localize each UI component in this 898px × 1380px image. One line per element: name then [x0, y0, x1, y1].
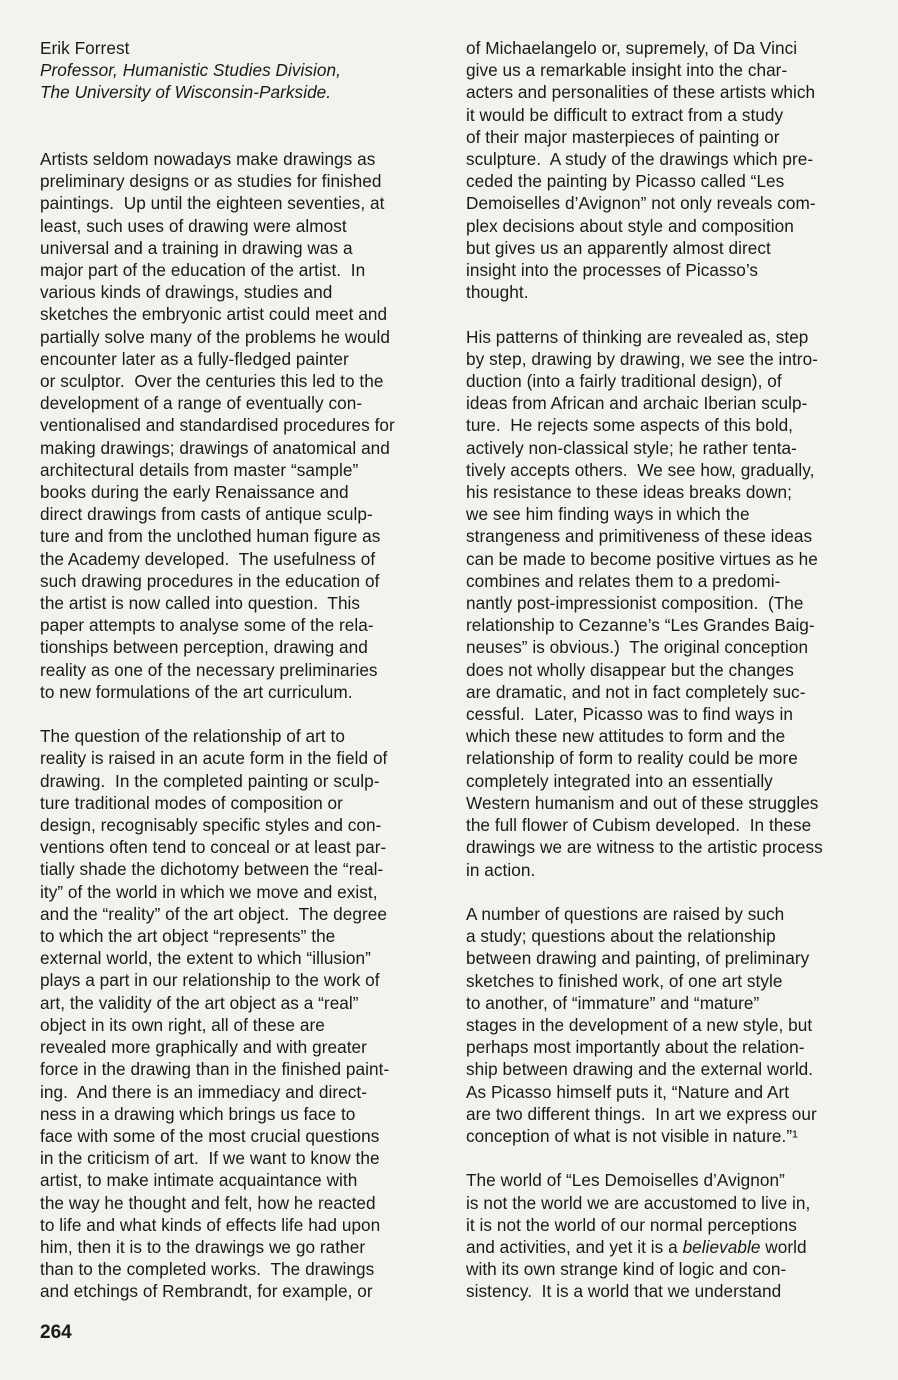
text-line: drawings we are witness to the artistic process — [466, 837, 823, 858]
text-line: of Michaelangelo or, supremely, of Da Vinci — [466, 38, 798, 58]
text-line: stages in the development of a new style, but — [466, 1014, 813, 1035]
text-line: object in its own right, all of these are — [40, 1014, 325, 1035]
paragraph — [40, 725, 432, 1302]
text-line: A number of questions are raised by such — [466, 903, 785, 924]
text-line: plex decisions about style and composition — [466, 215, 794, 236]
paragraph-gap — [40, 703, 432, 725]
text-line: ture. He rejects some aspects of this bold, — [466, 415, 793, 436]
paragraph-gap — [466, 881, 870, 903]
emphasis: believable — [682, 1236, 761, 1257]
text-line: paper attempts to analyse some of the rela- — [40, 615, 374, 636]
paragraph — [466, 37, 870, 303]
text-line: nantly post-impressionist composition. (The — [466, 593, 804, 614]
text-line: The question of the relationship of art to — [40, 726, 345, 747]
text-line: neuses” is obvious.) The original conception — [466, 637, 809, 658]
text-line: books during the early Renaissance and — [40, 482, 349, 503]
paragraph-gap — [40, 104, 432, 126]
text-line: it is not the world of our normal perceptions — [466, 1214, 797, 1235]
text-line: tially shade the dichotomy between the “real- — [40, 859, 384, 880]
text-line: Demoiselles d’Avignon” not only reveals com- — [466, 193, 816, 214]
text-line: in action. — [466, 859, 536, 880]
text-line: or sculptor. Over the centuries this led to the — [40, 371, 384, 392]
text-line: universal and a training in drawing was a — [40, 237, 353, 258]
text-line: between drawing and painting, of preliminary — [466, 948, 810, 969]
right-column — [466, 37, 870, 1303]
text-line: plays a part in our relationship to the work of — [40, 970, 380, 991]
text-line: The world of “Les Demoiselles d’Avignon” — [466, 1170, 785, 1191]
paragraph — [466, 903, 870, 1147]
text-line: completely integrated into an essentially — [466, 770, 773, 791]
author-block — [40, 37, 432, 104]
text-line: and the “reality” of the art object. The degree — [40, 903, 387, 924]
text-line: Western humanism and out of these struggles — [466, 792, 819, 813]
text-line: tionships between perception, drawing and — [40, 637, 368, 658]
text-line: ture and from the unclothed human figure as — [40, 526, 381, 547]
page-number: 264 — [40, 1322, 72, 1343]
text-line: direct drawings from casts of antique sculp- — [40, 504, 373, 525]
text-line: ing. And there is an immediacy and direct- — [40, 1081, 367, 1102]
text-line: external world, the extent to which “illusion” — [40, 948, 371, 969]
text-line: duction (into a fairly traditional design), of — [466, 371, 782, 392]
text-line: relationship to Cezanne’s “Les Grandes Baig- — [466, 615, 815, 636]
text-line: major part of the education of the artist. In — [40, 260, 366, 280]
text-line: making drawings; drawings of anatomical and — [40, 437, 390, 458]
text-line: than to the completed works. The drawings — [40, 1259, 375, 1280]
text-line: revealed more graphically and with greater — [40, 1037, 367, 1058]
text-line: reality is raised in an acute form in the field of — [40, 748, 388, 769]
text-line: encounter later as a fully-fledged painter — [40, 348, 349, 369]
text-line: to new formulations of the art curriculum. — [40, 681, 353, 702]
text-line: acters and personalities of these artists which — [466, 82, 816, 103]
text-line: the artist is now called into question. This — [40, 593, 361, 614]
text-line: to another, of “immature” and “mature” — [466, 992, 760, 1013]
text-line: in the criticism of art. If we want to know the — [40, 1148, 380, 1169]
text-line: such drawing procedures in the education of — [40, 570, 380, 591]
paragraph-gap — [40, 126, 432, 148]
text-line: are two different things. In art we express our — [466, 1103, 817, 1124]
paragraph-gap — [466, 303, 870, 325]
text-line: strangeness and primitiveness of these ideas — [466, 526, 813, 547]
text-line: sketches to finished work, of one art style — [466, 970, 783, 991]
paragraph — [466, 326, 870, 881]
text-line: by step, drawing by drawing, we see the intro- — [466, 348, 818, 369]
text-line: drawing. In the completed painting or sculp- — [40, 770, 380, 791]
text-line: face with some of the most crucial questions — [40, 1125, 380, 1146]
text-line: preliminary designs or as studies for finished — [40, 171, 382, 192]
right-column-body — [466, 37, 870, 1303]
text-line: can be made to become positive virtues as he — [466, 548, 818, 569]
text-line: it would be difficult to extract from a study — [466, 104, 784, 125]
paragraph — [40, 148, 432, 703]
text-line: sculpture. A study of the drawings which pre- — [466, 149, 814, 170]
text-line: His patterns of thinking are revealed as, step — [466, 326, 809, 347]
text-line: ventions often tend to conceal or at least par- — [40, 837, 387, 858]
text-line: ture traditional modes of composition or — [40, 792, 343, 813]
text-line: actively non-classical style; he rather tenta- — [466, 437, 797, 458]
text-line: to which the art object “represents” the — [40, 926, 336, 947]
text-line: insight into the processes of Picasso’s — [466, 260, 759, 281]
text-line: and activities, and yet it is a believable world — [466, 1236, 807, 1257]
text-line: conception of what is not visible in nature.”¹ — [466, 1125, 798, 1146]
text-line: design, recognisably specific styles and con- — [40, 815, 382, 836]
text-line: combines and relates them to a predomi- — [466, 570, 781, 591]
text-line: is not the world we are accustomed to live in, — [466, 1192, 811, 1213]
text-line: perhaps most importantly about the relation- — [466, 1037, 805, 1058]
text-line: partially solve many of the problems he would — [40, 326, 390, 347]
text-line: to life and what kinds of effects life had upon — [40, 1214, 381, 1235]
text-line: a study; questions about the relationship — [466, 926, 776, 947]
text-line: him, then it is to the drawings we go rather — [40, 1236, 366, 1257]
author-name: Erik Forrest — [40, 38, 130, 58]
author-affiliation-line: The University of Wisconsin-Parkside. — [40, 82, 332, 103]
text-line: thought. — [466, 282, 529, 303]
text-line: which these new attitudes to form and the — [466, 726, 786, 747]
left-column — [40, 37, 432, 1303]
text-line: give us a remarkable insight into the char- — [466, 60, 788, 81]
text-line: various kinds of drawings, studies and — [40, 282, 333, 303]
text-line: ideas from African and archaic Iberian sculp- — [466, 393, 808, 414]
text-line: As Picasso himself puts it, “Nature and Art — [466, 1081, 790, 1102]
text-line: does not wholly disappear but the changes — [466, 659, 794, 680]
text-line: relationship of form to reality could be more — [466, 748, 798, 769]
text-line: force in the drawing than in the finished paint- — [40, 1059, 390, 1080]
text-line: ceded the painting by Picasso called “Les — [466, 171, 785, 192]
text-line: of their major masterpieces of painting or — [466, 126, 780, 147]
text-line: reality as one of the necessary preliminaries — [40, 659, 378, 680]
text-line: with its own strange kind of logic and con- — [466, 1259, 787, 1280]
text-line: the Academy developed. The usefulness of — [40, 548, 376, 569]
paragraph — [466, 1169, 870, 1302]
paragraph-gap — [466, 1147, 870, 1169]
text-line: his resistance to these ideas breaks down; — [466, 482, 792, 503]
text-line: ity” of the world in which we move and exist, — [40, 881, 378, 902]
text-line: art, the validity of the art object as a “real” — [40, 992, 359, 1013]
text-line: and etchings of Rembrandt, for example, or — [40, 1281, 373, 1302]
text-line: sistency. It is a world that we understand — [466, 1281, 782, 1302]
left-column-body — [40, 148, 432, 1303]
text-line: cessful. Later, Picasso was to find ways in — [466, 704, 793, 725]
text-line: we see him finding ways in which the — [466, 504, 750, 525]
text-line: artist, to make intimate acquaintance with — [40, 1170, 358, 1191]
text-line: the full flower of Cubism developed. In these — [466, 815, 812, 836]
text-line: ness in a drawing which brings us face to — [40, 1103, 356, 1124]
text-line: least, such uses of drawing were almost — [40, 215, 347, 236]
text-line: the way he thought and felt, how he reacted — [40, 1192, 376, 1213]
text-line: architectural details from master “sample” — [40, 459, 359, 480]
text-line: Artists seldom nowadays make drawings as — [40, 148, 376, 169]
text-line: development of a range of eventually con- — [40, 393, 363, 414]
text-line: but gives us an apparently almost direct — [466, 237, 771, 258]
author-title-line: Professor, Humanistic Studies Division, — [40, 60, 341, 81]
text-line: ship between drawing and the external world. — [466, 1059, 814, 1080]
text-line: tively accepts others. We see how, gradually, — [466, 459, 815, 480]
text-line: paintings. Up until the eighteen seventies, at — [40, 193, 385, 214]
text-line: sketches the embryonic artist could meet and — [40, 304, 388, 325]
text-line: ventionalised and standardised procedures for — [40, 415, 395, 436]
text-line: are dramatic, and not in fact completely suc- — [466, 681, 806, 702]
